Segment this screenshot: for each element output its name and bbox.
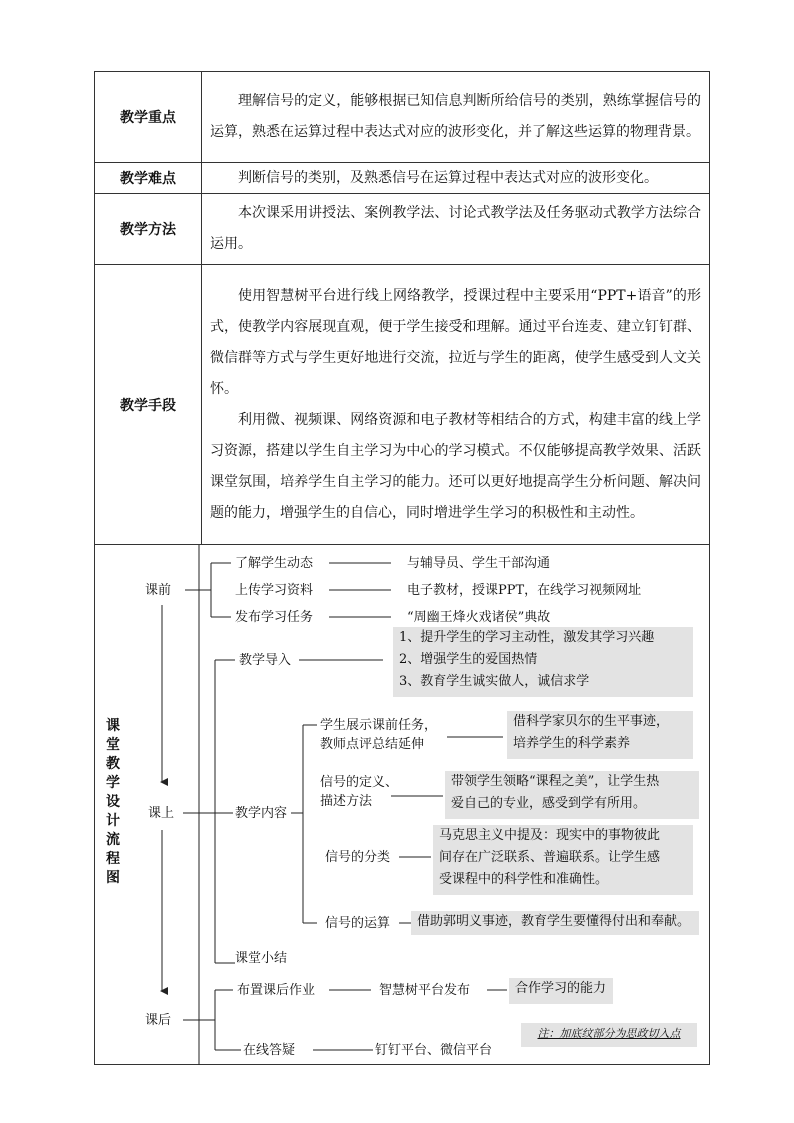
paragraph: 理解信号的定义，能够根据已知信息判断所给信号的类别，熟练掌握信号的运算，熟悉在运算过程中表达式对应的波形变化，并了解这些运算的物理背景。: [210, 93, 701, 140]
intro-point: 3、教育学生诚实做人，诚信求学: [399, 674, 590, 689]
pre-result: 电子教材，授课PPT，在线学习视频网址: [407, 583, 642, 598]
pre-result: 与辅导员、学生干部沟通: [407, 556, 551, 571]
box-line: 带领学生领略“课程之美”，让学生热: [451, 774, 660, 789]
ideological-box-bell: [507, 711, 693, 759]
stage-in-class: 课上: [148, 806, 175, 821]
row-label: 教学手段: [95, 265, 202, 545]
row-content: [202, 163, 710, 194]
content-item-line: 学生展示课前任务，: [320, 718, 438, 733]
content-item-line: 信号的分类: [325, 850, 391, 865]
stage-pre-class: 课前: [145, 583, 172, 598]
flowchart-section: [94, 545, 710, 1065]
box-line: 受课程中的科学性和准确性。: [439, 872, 609, 887]
ideological-box-intro: [393, 627, 693, 697]
paragraph: 利用微、视频课、网络资源和电子教材等相结合的方式，构建丰富的线上学习资源，搭建以学生自主学习为中心的学习模式。不仅能够提高教学效果、活跃课堂氛围，培养学生自主学习的能力。还可以更好地提高学生分析问题、解决问题的能力，增强学生的自信心，同时增进学生学习的积极性和主动性。: [210, 411, 701, 521]
pre-item: 发布学习任务: [235, 610, 314, 625]
homework-step: 布置课后作业: [237, 983, 316, 998]
row-content: [202, 72, 710, 163]
pre-item: 了解学生动态: [235, 556, 314, 571]
row-content: [202, 265, 710, 545]
table-row-means: [95, 265, 710, 545]
paragraph: 本次课采用讲授法、案例教学法、讨论式教学法及任务驱动式教学方法综合运用。: [210, 205, 701, 252]
box-line: 合作学习的能力: [515, 981, 607, 996]
qa-step: 在线答疑: [243, 1043, 296, 1058]
pre-item: 上传学习资料: [235, 583, 314, 598]
lesson-plan-table: [94, 71, 710, 545]
legend-note: 注：加底纹部分为思政切入点: [521, 1023, 697, 1047]
row-label: 教学难点: [95, 163, 202, 194]
qa-platform: 钉钉平台、微信平台: [375, 1043, 493, 1058]
row-content: [202, 194, 710, 265]
table-row-key-points: [95, 72, 710, 163]
ideological-box-cooperation: [509, 978, 613, 1004]
paragraph: 判断信号的类别，及熟悉信号在运算过程中表达式对应的波形变化。: [238, 170, 658, 186]
row-label: 教学重点: [95, 72, 202, 163]
summary-step: 课堂小结: [235, 951, 288, 966]
box-line: 爱自己的专业，感受到学有所用。: [451, 796, 647, 811]
content-item: [325, 914, 390, 933]
intro-point: 1、提升学生的学习主动性，激发其学习兴趣: [399, 630, 655, 645]
pre-result: “周幽王烽火戏诸侯”典故: [407, 610, 551, 625]
content-item-line: 信号的定义、: [320, 775, 399, 790]
box-line: 马克思主义中提及：现实中的事物彼此: [439, 828, 661, 843]
content-item-line: 描述方法: [320, 794, 373, 809]
flowchart-title: 课堂教学设计流程图: [106, 718, 120, 886]
stage-post-class: 课后: [145, 1013, 172, 1028]
content-item-line: 教师点评总结延伸: [320, 737, 425, 752]
row-label: 教学方法: [95, 194, 202, 265]
ideological-box-beauty: [445, 771, 699, 819]
intro-step: 教学导入: [239, 653, 292, 668]
table-row-difficulties: [95, 163, 710, 194]
intro-point: 2、增强学生的爱国热情: [399, 652, 538, 667]
box-line: 借助郭明义事迹，教育学生要懂得付出和奉献。: [417, 914, 691, 929]
box-line: 培养学生的科学素养: [513, 736, 631, 751]
table-row-methods: [95, 194, 710, 265]
content-item: [325, 848, 390, 867]
content-step: 教学内容: [235, 806, 288, 821]
paragraph: 使用智慧树平台进行线上网络教学，授课过程中主要采用“PPT+语音”的形式，使教学内容展现直观，便于学生接受和理解。通过平台连麦、建立钉钉群、微信群等方式与学生更好地进行交流，拉近与学生的距离，使学生感受到人文关怀。: [210, 287, 701, 397]
content-item-line: 信号的运算: [325, 916, 391, 931]
box-line: 间存在广泛联系、普遍联系。让学生感: [439, 850, 661, 865]
content-item: [320, 716, 437, 754]
homework-platform: 智慧树平台发布: [379, 983, 471, 998]
ideological-box-marxism: [433, 825, 693, 895]
box-line: 借科学家贝尔的生平事迹，: [513, 714, 670, 729]
content-item: [320, 773, 398, 811]
ideological-box-guo: [411, 911, 699, 935]
